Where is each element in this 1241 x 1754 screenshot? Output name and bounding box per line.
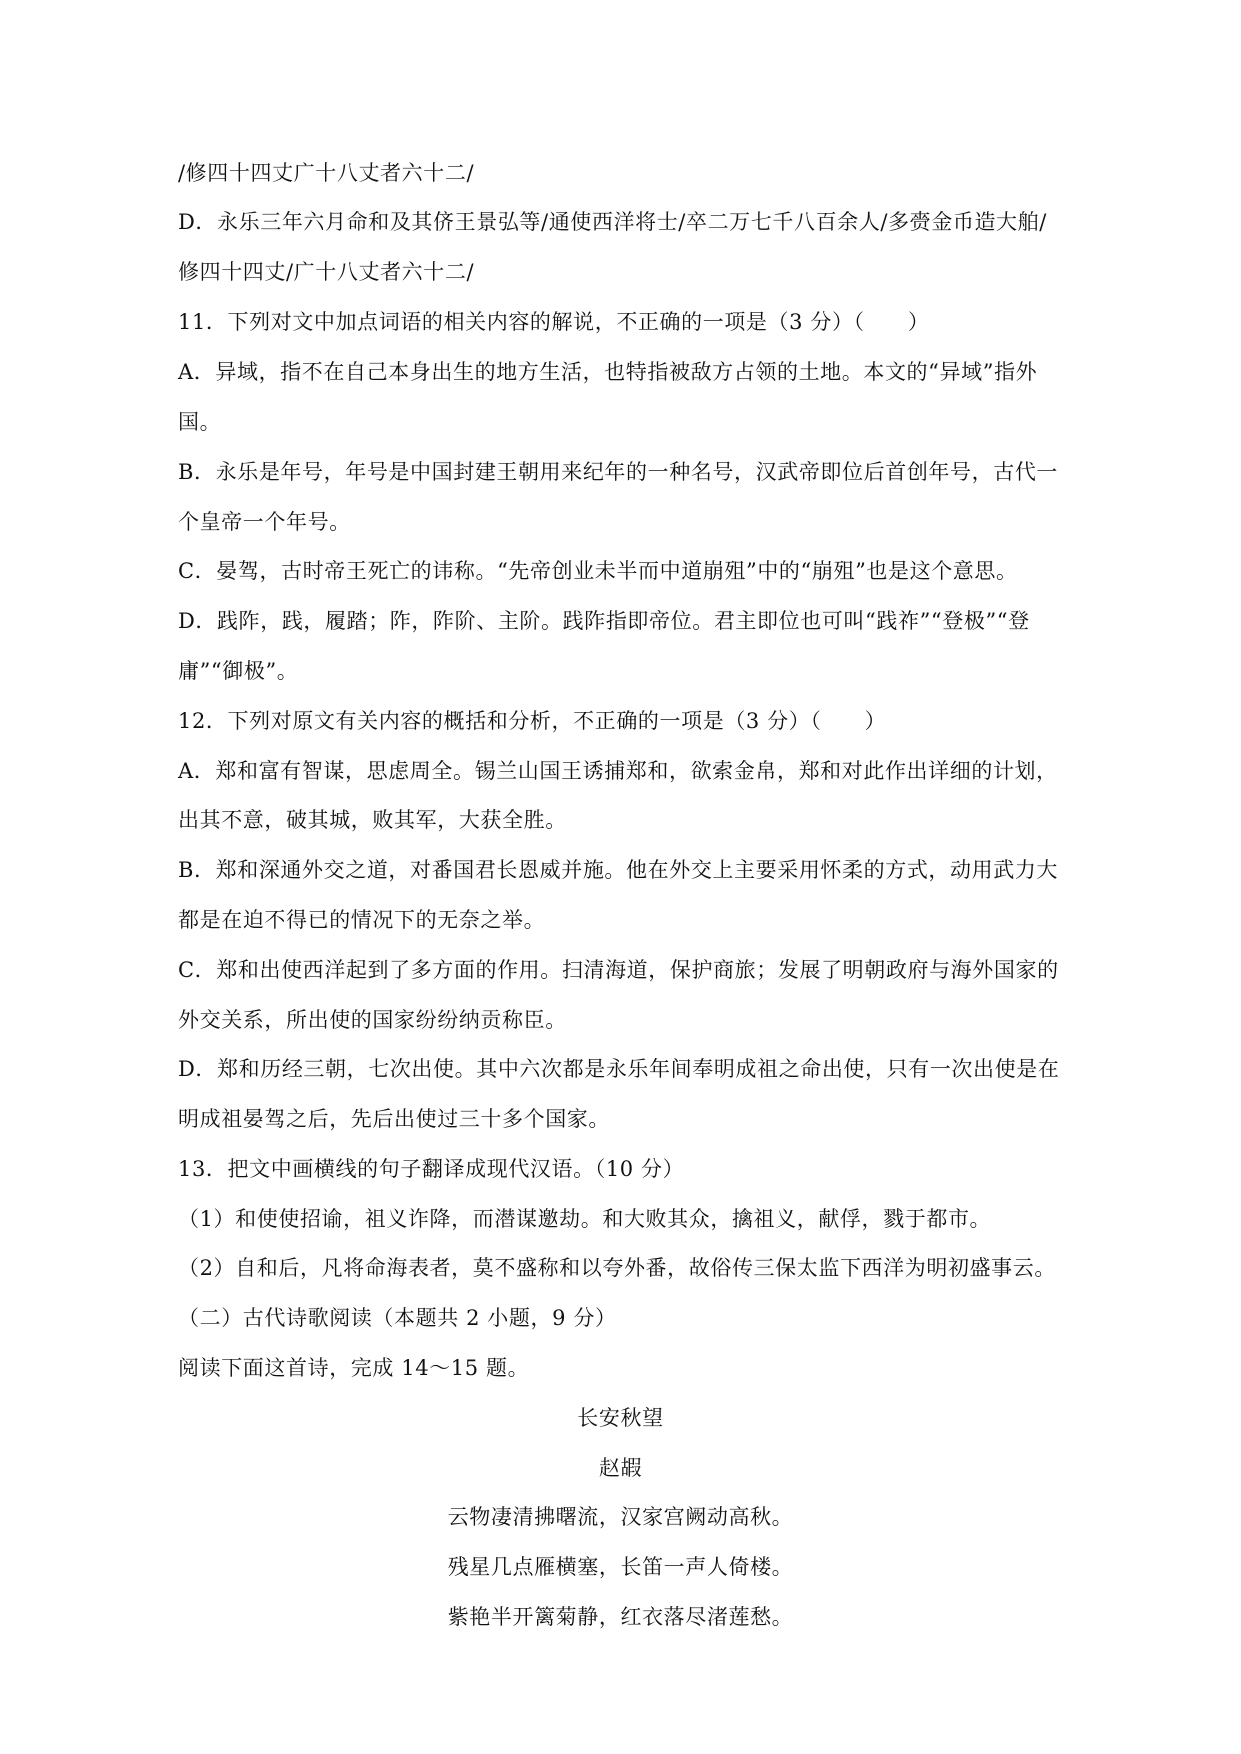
- question-12-stem: 12．下列对原文有关内容的概括和分析，不正确的一项是（3 分）（ ）: [178, 709, 887, 733]
- text-line: 外交关系，所出使的国家纷纷纳贡称臣。: [178, 1008, 567, 1032]
- section-heading: （二）古代诗歌阅读（本题共 2 小题，9 分）: [178, 1306, 617, 1330]
- question-13-stem: 13．把文中画横线的句子翻译成现代汉语。（10 分）: [178, 1157, 685, 1181]
- text-line: /修四十四丈广十八丈者六十二/: [178, 161, 475, 185]
- text-line: 修四十四丈/广十八丈者六十二/: [178, 260, 475, 284]
- text-line: A．郑和富有智谋，思虑周全。锡兰山国王诱捕郑和，欲索金帛，郑和对此作出详细的计划，: [178, 759, 1058, 783]
- text-line: 国。: [178, 410, 222, 434]
- text-line: B．永乐是年号，年号是中国封建王朝用来纪年的一种名号，汉武帝即位后首创年号，古代一: [178, 460, 1059, 484]
- text-line: 明成祖晏驾之后，先后出使过三十多个国家。: [178, 1107, 610, 1131]
- text-line: （1）和使使招谕，祖义诈降，而潜谋邀劫。和大败其众，擒祖义，献俘，戮于都市。: [178, 1207, 992, 1231]
- text-line: 个皇帝一个年号。: [178, 510, 351, 534]
- text-line: （2）自和后，凡将命海表者，莫不盛称和以夸外番，故俗传三保太监下西洋为明初盛事云。: [178, 1256, 1056, 1280]
- text-line: 都是在迫不得已的情况下的无奈之举。: [178, 908, 546, 932]
- text-line: C．郑和出使西洋起到了多方面的作用。扫清海道，保护商旅；发展了明朝政府与海外国家的: [178, 958, 1059, 982]
- text-line: B．郑和深通外交之道，对番国君长恩威并施。他在外交上主要采用怀柔的方式，动用武力大: [178, 858, 1059, 882]
- text-line: D．郑和历经三朝，七次出使。其中六次都是永乐年间奉明成祖之命出使，只有一次出使是在: [178, 1057, 1060, 1081]
- text-line: A．异域，指不在自己本身出生的地方生活，也特指被敌方占领的土地。本文的“异域”指外: [178, 360, 1038, 384]
- text-line: 庸”“御极”。: [178, 659, 299, 683]
- poem-verse: 残星几点雁横塞，长笛一声人倚楼。: [447, 1555, 794, 1579]
- poem-verse: 紫艳半开篱菊静，红衣落尽渚莲愁。: [447, 1605, 794, 1629]
- poem-title: 长安秋望: [577, 1406, 664, 1430]
- poem-verse: 云物凄清拂曙流，汉家宫阙动高秋。: [447, 1505, 794, 1529]
- text-line: D．践阼，践，履踏；阼，阼阶、主阶。践阼指即帝位。君主即位也可叫“践祚”“登极”“登: [178, 609, 1030, 633]
- text-line: C．晏驾，古时帝王死亡的讳称。“先帝创业未半而中道崩殂”中的“崩殂”也是这个意思。: [178, 559, 1018, 583]
- poem-author: 赵嘏: [598, 1456, 643, 1480]
- text-line: D．永乐三年六月命和及其侪王景弘等/通使西洋将士/卒二万七千八百余人/多赍金币造大舶/: [178, 210, 1047, 234]
- text-line: 阅读下面这首诗，完成 14～15 题。: [178, 1356, 530, 1380]
- text-line: 出其不意，破其城，败其军，大获全胜。: [178, 808, 567, 832]
- question-11-stem: 11．下列对文中加点词语的相关内容的解说，不正确的一项是（3 分）（ ）: [178, 310, 930, 334]
